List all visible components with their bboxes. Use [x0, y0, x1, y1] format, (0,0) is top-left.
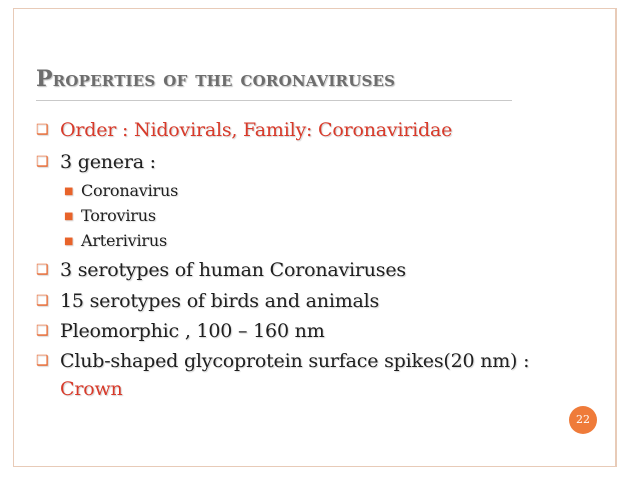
title-underline	[36, 100, 512, 101]
bullet-text: Pleomorphic , 100 – 160 nm	[60, 320, 325, 342]
bullet-marker-icon: ❑	[36, 353, 49, 369]
bullet-continuation-crown: Crown	[60, 378, 123, 400]
bullet-marker-icon: ❑	[36, 262, 49, 278]
sub-bullet-marker-icon: ■	[64, 236, 74, 247]
bullet-marker-icon: ❑	[36, 293, 49, 309]
sub-bullet-text: Torovirus	[81, 206, 156, 225]
sub-bullet-arterivirus	[64, 231, 167, 250]
sub-bullet-text: Coronavirus	[81, 181, 179, 200]
bullet-text: 3 serotypes of human Coronaviruses	[60, 259, 406, 281]
bullet-marker-icon: ❑	[36, 154, 49, 170]
bullet-text: 15 serotypes of birds and animals	[60, 290, 380, 312]
bullet-order-family	[36, 119, 452, 141]
sub-bullet-marker-icon: ■	[64, 186, 74, 197]
bullet-marker-icon: ❑	[36, 323, 49, 339]
bullet-text: Club-shaped glycoprotein surface spikes(20 nm) :	[60, 350, 530, 372]
bullet-genera	[36, 151, 156, 173]
sub-bullet-text: Arterivirus	[81, 231, 167, 250]
title-initial: P	[36, 66, 53, 92]
page-number-badge: 22	[569, 406, 597, 434]
sub-bullet-torovirus	[64, 206, 156, 225]
slide-title	[36, 66, 395, 92]
bullet-marker-icon: ❑	[36, 122, 49, 138]
sub-bullet-coronavirus	[64, 181, 178, 200]
bullet-text: Order : Nidovirals, Family: Coronaviridae	[60, 119, 453, 141]
bullet-text: 3 genera :	[60, 151, 156, 173]
bullet-glycoprotein-spikes	[36, 350, 529, 372]
bullet-animal-serotypes	[36, 290, 379, 312]
bullet-pleomorphic	[36, 320, 325, 342]
title-rest: roperties of the coronaviruses	[52, 66, 396, 92]
sub-bullet-marker-icon: ■	[64, 211, 74, 222]
bullet-human-serotypes	[36, 259, 406, 281]
